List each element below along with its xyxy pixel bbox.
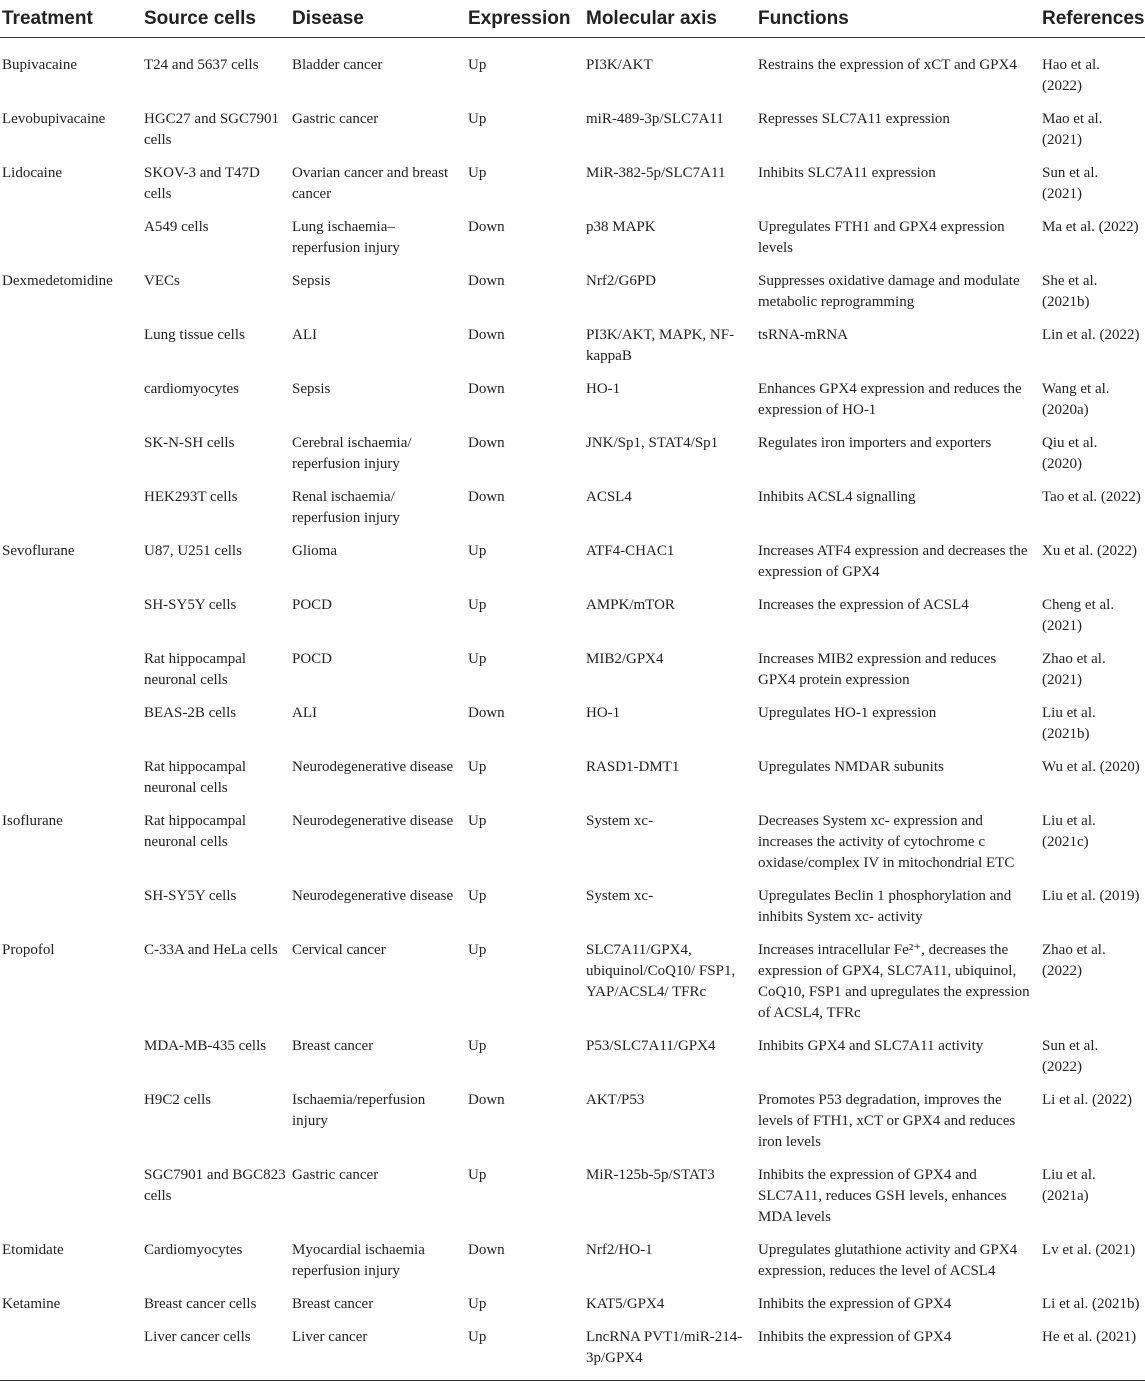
header-source-cells: Source cells [142, 0, 290, 38]
table-row [0, 213, 1145, 267]
table-row [0, 807, 1145, 882]
table-row [0, 591, 1145, 645]
cell-molecular-axis: SLC7A11/GPX4, ubiquinol/CoQ10/ FSP1, YAP/ACSL4/ TFRc [586, 942, 736, 1000]
header-disease: Disease [290, 0, 466, 38]
cell-reference: Liu et al. (2021c) [1042, 813, 1096, 850]
cell-functions: Decreases System xc- expression and increases the activity of cytochrome c oxidase/complex IV in mitochondrial ETC [758, 813, 1015, 871]
cell-source-cells: Rat hippocampal neuronal cells [144, 651, 247, 688]
cell-treatment: Bupivacaine [2, 57, 77, 73]
cell-source-cells: SGC7901 and BGC823 cells [144, 1167, 286, 1204]
cell-expression: Down [468, 219, 505, 235]
cell-functions: Suppresses oxidative damage and modulate metabolic reprogramming [758, 273, 1020, 310]
cell-molecular-axis: Nrf2/G6PD [586, 273, 656, 289]
cell-expression: Up [468, 1296, 487, 1312]
cell-reference: Li et al. (2022) [1042, 1092, 1132, 1108]
cell-molecular-axis: JNK/Sp1, STAT4/Sp1 [586, 435, 719, 451]
cell-reference: Lv et al. (2021) [1042, 1242, 1136, 1258]
table-row [0, 321, 1145, 375]
cell-molecular-axis: AMPK/mTOR [586, 597, 675, 613]
cell-expression: Up [468, 888, 487, 904]
cell-reference: Wang et al. (2020a) [1042, 381, 1110, 418]
cell-source-cells: A549 cells [144, 219, 209, 235]
cell-functions: tsRNA-mRNA [758, 327, 849, 343]
cell-source-cells: VECs [144, 273, 180, 289]
cell-disease: POCD [292, 651, 333, 667]
cell-functions: Restrains the expression of xCT and GPX4 [758, 57, 1017, 73]
table-row [0, 159, 1145, 213]
cell-molecular-axis: MiR-125b-5p/STAT3 [586, 1167, 715, 1183]
cell-treatment [0, 1323, 142, 1381]
cell-disease: Cerebral ischaemia/ reperfusion injury [292, 435, 412, 472]
cell-functions: Upregulates Beclin 1 phosphorylation and inhibits System xc- activity [758, 888, 1012, 925]
cell-disease: Bladder cancer [292, 57, 383, 73]
cell-molecular-axis: ACSL4 [586, 489, 632, 505]
cell-treatment [0, 429, 142, 483]
cell-functions: Inhibits the expression of GPX4 and SLC7A11, reduces GSH levels, enhances MDA levels [758, 1167, 1007, 1225]
cell-treatment [0, 375, 142, 429]
cell-source-cells: T24 and 5637 cells [144, 57, 259, 73]
cell-molecular-axis: p38 MAPK [586, 219, 656, 235]
table-header [0, 0, 1145, 38]
cell-molecular-axis: MIB2/GPX4 [586, 651, 664, 667]
cell-treatment [0, 591, 142, 645]
cell-treatment: Dexmedetomidine [2, 273, 113, 289]
cell-expression: Up [468, 759, 487, 775]
cell-source-cells: BEAS-2B cells [144, 705, 237, 721]
table-body [0, 38, 1145, 1381]
cell-disease: Myocardial ischaemia reperfusion injury [292, 1242, 425, 1279]
cell-functions: Enhances GPX4 expression and reduces the expression of HO-1 [758, 381, 1022, 418]
cell-source-cells: SK-N-SH cells [144, 435, 235, 451]
cell-reference: Liu et al. (2021b) [1042, 705, 1096, 742]
cell-source-cells: SH-SY5Y cells [144, 888, 237, 904]
table-row [0, 753, 1145, 807]
cell-source-cells: Breast cancer cells [144, 1296, 257, 1312]
cell-expression: Up [466, 1323, 584, 1381]
cell-source-cells: Cardiomyocytes [144, 1242, 243, 1258]
cell-molecular-axis: HO-1 [586, 381, 621, 397]
cell-expression: Down [468, 327, 505, 343]
cell-molecular-axis: System xc- [586, 888, 654, 904]
cell-functions: Regulates iron importers and exporters [758, 435, 992, 451]
cell-expression: Up [468, 1038, 487, 1054]
table-row [0, 38, 1145, 106]
cell-disease: ALI [292, 327, 317, 343]
cell-treatment: Ketamine [2, 1296, 61, 1312]
cell-molecular-axis: P53/SLC7A11/GPX4 [586, 1038, 716, 1054]
cell-expression: Up [468, 165, 487, 181]
cell-treatment [0, 1032, 142, 1086]
cell-treatment [0, 1086, 142, 1161]
cell-treatment [0, 213, 142, 267]
cell-treatment [0, 483, 142, 537]
cell-molecular-axis: miR-489-3p/SLC7A11 [586, 111, 724, 127]
cell-expression: Up [468, 813, 487, 829]
cell-reference: He et al. (2021) [1040, 1323, 1145, 1381]
cell-disease: Gastric cancer [292, 111, 379, 127]
cell-disease: Sepsis [292, 273, 331, 289]
cell-source-cells: H9C2 cells [144, 1092, 212, 1108]
cell-reference: Hao et al. (2022) [1042, 57, 1100, 94]
cell-treatment: Levobupivacaine [2, 111, 106, 127]
cell-reference: Tao et al. (2022) [1042, 489, 1141, 505]
cell-functions: Increases the expression of ACSL4 [758, 597, 969, 613]
cell-expression: Up [468, 111, 487, 127]
cell-disease: Neurodegenerative disease [292, 759, 454, 775]
cell-reference: She et al. (2021b) [1042, 273, 1098, 310]
table-row [0, 1161, 1145, 1236]
table-row [0, 1323, 1145, 1381]
cell-reference: Qiu et al. (2020) [1042, 435, 1098, 472]
cell-reference: Lin et al. (2022) [1042, 327, 1140, 343]
table-row [0, 645, 1145, 699]
cell-molecular-axis: System xc- [586, 813, 654, 829]
cell-reference: Cheng et al. (2021) [1042, 597, 1115, 634]
cell-functions: Represses SLC7A11 expression [758, 111, 950, 127]
table-row [0, 537, 1145, 591]
cell-molecular-axis: AKT/P53 [586, 1092, 645, 1108]
header-molecular-axis: Molecular axis [584, 0, 756, 38]
cell-disease: Ovarian cancer and breast cancer [292, 165, 449, 202]
table-row [0, 483, 1145, 537]
table-row [0, 1032, 1145, 1086]
cell-reference: Liu et al. (2019) [1042, 888, 1140, 904]
header-treatment: Treatment [0, 0, 142, 38]
cell-expression: Up [468, 597, 487, 613]
cell-source-cells: Liver cancer cells [142, 1323, 290, 1381]
cell-source-cells: Rat hippocampal neuronal cells [144, 813, 247, 850]
cell-treatment: Lidocaine [2, 165, 62, 181]
cell-disease: Cervical cancer [292, 942, 386, 958]
cell-expression: Up [468, 1167, 487, 1183]
cell-disease: ALI [292, 705, 317, 721]
cell-disease: Gastric cancer [292, 1167, 379, 1183]
cell-disease: Neurodegenerative disease [292, 888, 454, 904]
cell-reference: Ma et al. (2022) [1042, 219, 1139, 235]
cell-treatment [0, 1161, 142, 1236]
cell-disease: Breast cancer [292, 1296, 374, 1312]
cell-expression: Up [468, 57, 487, 73]
cell-functions: Inhibits ACSL4 signalling [758, 489, 916, 505]
cell-disease: Renal ischaemia/ reperfusion injury [292, 489, 400, 526]
cell-disease: Glioma [292, 543, 337, 559]
cell-reference: Xu et al. (2022) [1042, 543, 1137, 559]
cell-functions: Upregulates glutathione activity and GPX4 expression, reduces the level of ACSL4 [758, 1242, 1018, 1279]
cell-molecular-axis: PI3K/AKT, MAPK, NF-kappaB [586, 327, 735, 364]
cell-treatment [0, 321, 142, 375]
cell-molecular-axis: Nrf2/HO-1 [586, 1242, 653, 1258]
cell-reference: Sun et al. (2022) [1042, 1038, 1099, 1075]
cell-functions: Increases ATF4 expression and decreases the expression of GPX4 [758, 543, 1028, 580]
table-row [0, 375, 1145, 429]
cell-treatment [0, 645, 142, 699]
cell-treatment [0, 882, 142, 936]
table-row [0, 105, 1145, 159]
header-functions: Functions [756, 0, 1040, 38]
cell-expression: Down [468, 489, 505, 505]
cell-reference: Sun et al. (2021) [1042, 165, 1099, 202]
header-expression: Expression [466, 0, 584, 38]
cell-source-cells: HEK293T cells [144, 489, 238, 505]
cell-source-cells: Rat hippocampal neuronal cells [144, 759, 247, 796]
cell-treatment [0, 699, 142, 753]
cell-treatment [0, 753, 142, 807]
table-row [0, 936, 1145, 1032]
cell-expression: Up [468, 942, 487, 958]
cell-functions: Increases MIB2 expression and reduces GPX4 protein expression [758, 651, 997, 688]
cell-functions: Upregulates FTH1 and GPX4 expression levels [758, 219, 1005, 256]
table-row [0, 699, 1145, 753]
header-references: References [1040, 0, 1145, 38]
cell-disease: Lung ischaemia–reperfusion injury [292, 219, 400, 256]
cell-functions: Promotes P53 degradation, improves the levels of FTH1, xCT or GPX4 and reduces iron levels [758, 1092, 1016, 1150]
cell-disease: Neurodegenerative disease [292, 813, 454, 829]
cell-functions: Inhibits GPX4 and SLC7A11 activity [758, 1038, 984, 1054]
cell-functions: Upregulates NMDAR subunits [758, 759, 944, 775]
cell-source-cells: cardiomyocytes [144, 381, 239, 397]
cell-expression: Down [468, 1092, 505, 1108]
cell-reference: Mao et al. (2021) [1042, 111, 1103, 148]
cell-reference: Li et al. (2021b) [1042, 1296, 1140, 1312]
cell-molecular-axis: KAT5/GPX4 [586, 1296, 665, 1312]
cell-source-cells: SH-SY5Y cells [144, 597, 237, 613]
cell-reference: Zhao et al. (2021) [1042, 651, 1106, 688]
cell-expression: Down [468, 705, 505, 721]
cell-expression: Down [468, 381, 505, 397]
cell-disease: POCD [292, 597, 333, 613]
header-row [0, 0, 1145, 38]
cell-source-cells: HGC27 and SGC7901 cells [144, 111, 280, 148]
cell-functions: Increases intracellular Fe²⁺, decreases the expression of GPX4, SLC7A11, ubiquinol, CoQ10, FSP1 and upregulates the expression of ACSL4, TFRc [758, 942, 1030, 1021]
cell-reference: Liu et al. (2021a) [1042, 1167, 1096, 1204]
cell-disease: Liver cancer [290, 1323, 466, 1381]
cell-source-cells: U87, U251 cells [144, 543, 242, 559]
table-row [0, 267, 1145, 321]
cell-functions: Upregulates HO-1 expression [758, 705, 937, 721]
cell-reference: Zhao et al. (2022) [1042, 942, 1106, 979]
table-row [0, 882, 1145, 936]
cell-molecular-axis: MiR-382-5p/SLC7A11 [586, 165, 726, 181]
cell-disease: Ischaemia/reperfusion injury [292, 1092, 426, 1129]
cell-expression: Down [468, 1242, 505, 1258]
cell-molecular-axis: LncRNA PVT1/miR-214-3p/GPX4 [584, 1323, 756, 1381]
cell-reference: Wu et al. (2020) [1042, 759, 1140, 775]
cell-functions: Inhibits the expression of GPX4 [758, 1296, 952, 1312]
cell-expression: Up [468, 651, 487, 667]
cell-source-cells: Lung tissue cells [144, 327, 245, 343]
cell-molecular-axis: RASD1-DMT1 [586, 759, 680, 775]
table-row [0, 1290, 1145, 1323]
cell-treatment: Propofol [2, 942, 55, 958]
cell-functions: Inhibits SLC7A11 expression [758, 165, 936, 181]
cell-source-cells: C-33A and HeLa cells [144, 942, 278, 958]
cell-treatment: Etomidate [2, 1242, 64, 1258]
cell-expression: Down [468, 435, 505, 451]
cell-molecular-axis: ATF4-CHAC1 [586, 543, 675, 559]
cell-treatment: Sevoflurane [2, 543, 75, 559]
table-row [0, 1086, 1145, 1161]
cell-molecular-axis: HO-1 [586, 705, 621, 721]
cell-source-cells: SKOV-3 and T47D cells [144, 165, 260, 202]
cell-disease: Breast cancer [292, 1038, 374, 1054]
cell-molecular-axis: PI3K/AKT [586, 57, 653, 73]
cell-functions: Inhibits the expression of GPX4 [756, 1323, 1040, 1381]
cell-disease: Sepsis [292, 381, 331, 397]
cell-expression: Up [468, 543, 487, 559]
table-row [0, 429, 1145, 483]
table-row [0, 1236, 1145, 1290]
cell-expression: Down [468, 273, 505, 289]
cell-source-cells: MDA-MB-435 cells [144, 1038, 267, 1054]
cell-treatment: Isoflurane [2, 813, 63, 829]
